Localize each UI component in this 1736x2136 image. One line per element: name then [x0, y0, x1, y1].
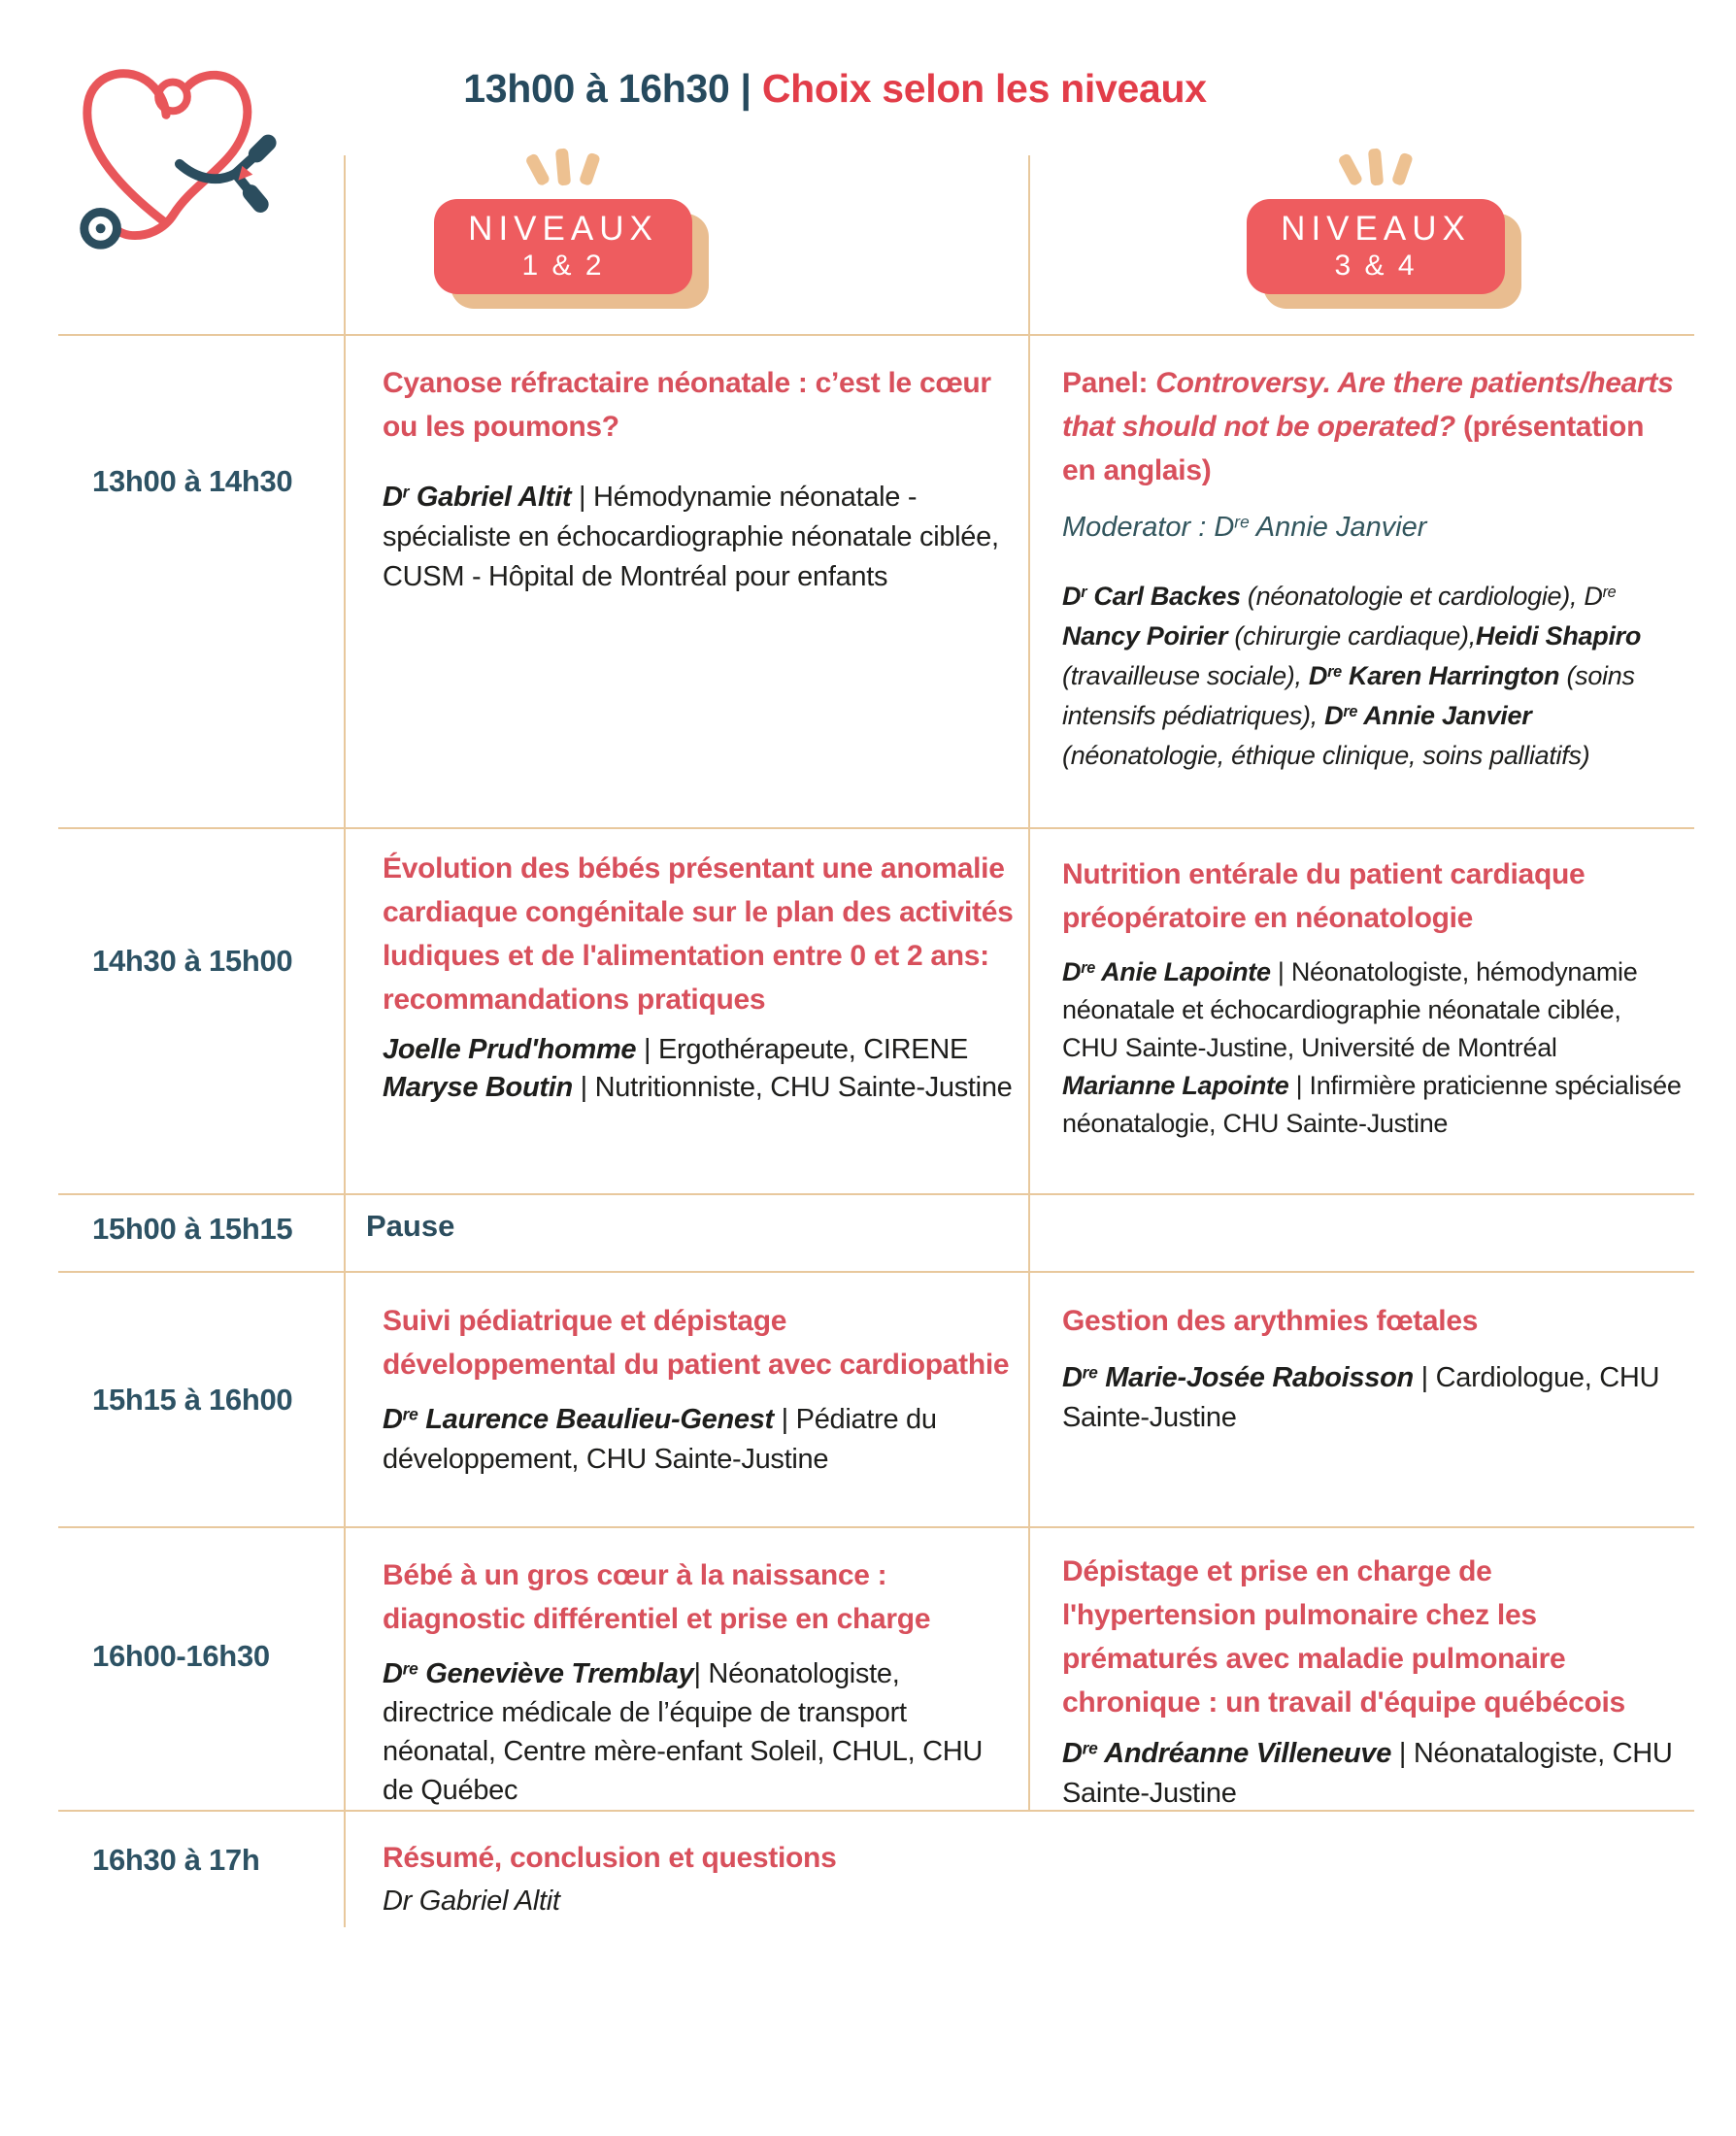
session-speakers: Dre Marie-Josée Raboisson | Cardiologue, CHU Sainte-Justine: [1062, 1362, 1660, 1433]
title-subtitle: Choix selon les niveaux: [761, 66, 1207, 111]
row-divider: [58, 334, 1694, 336]
session-cell-n34-1300: [1062, 361, 1684, 776]
session-speakers: Joelle Prud'homme | Ergothérapeute, CIRENE Maryse Boutin | Nutritionniste, CHU Sainte-Justine: [383, 1034, 1013, 1103]
page-title: [0, 66, 1670, 112]
badge-niveaux-1-2: [434, 199, 692, 294]
row-divider: [58, 1526, 1694, 1528]
session-speakers: Dre Andréanne Villeneuve | Néonatalogiste, CHU Sainte-Justine: [1062, 1738, 1673, 1809]
row-divider: [58, 1193, 1694, 1195]
session-title: Gestion des arythmies fœtales: [1062, 1305, 1479, 1337]
session-speakers: $D^r$ Carl Backes (néonatologie et cardiologie), Dre Nancy Poirier (chirurgie cardiaque),Heidi Shapiro (travailleuse sociale), Dre Karen Harrington (soins intensifs pédiatriques), Dre Annie Janvier (néonatologie, éthique clinique, soins palliatifs): [1062, 582, 1642, 770]
row-divider: [58, 1271, 1694, 1273]
session-title: Résumé, conclusion et questions: [383, 1842, 837, 1874]
session-speakers: $D^r$ Gabriel Altit | Hémodynamie néonatale - spécialiste en échocardiographie néonatale ciblée, CUSM - Hôpital de Montréal pour enfants: [383, 482, 999, 592]
session-title: Suivi pédiatrique et dépistage développemental du patient avec cardiopathie: [383, 1305, 1010, 1381]
session-title: Dépistage et prise en charge de l'hypertension pulmonaire chez les prématurés avec maladie pulmonaire chronique : un travail d'équipe québécois: [1062, 1555, 1625, 1719]
session-cell-n34-1430: [1062, 852, 1684, 1143]
session-speakers: Dre Geneviève Tremblay| Néonatologiste, directrice médicale de l’équipe de transport néonatal, Centre mère-enfant Soleil, CHUL, CHU de Québec: [383, 1658, 984, 1806]
row-divider: [58, 827, 1694, 829]
session-title: Cyanose réfractaire néonatale : c’est le cœur ou les poumons?: [383, 367, 991, 443]
session-title: Panel: Controversy. Are there patients/hearts that should not be operated? (présentation en anglais): [1062, 367, 1674, 486]
time-slot: 16h30 à 17h: [92, 1843, 260, 1877]
title-separator: |: [740, 66, 751, 111]
pause-label: Pause: [366, 1209, 455, 1243]
sparkle-ticks-icon: [529, 149, 598, 185]
session-title: Bébé à un gros cœur à la naissance : diagnostic différentiel et prise en charge: [383, 1559, 931, 1635]
session-speakers: Dr Gabriel Altit: [383, 1886, 560, 1917]
badge-label: NIVEAUX: [468, 210, 658, 248]
session-cell-n34-1515: [1062, 1299, 1684, 1438]
session-speakers: Dre Anie Lapointe | Néonatologiste, hémodynamie néonatale et échocardiographie néonatale ciblée, CHU Sainte-Justine, Université de Montréal Marianne Lapointe | Infirmière praticienne spécialisée néonatalogie, CHU Sainte-Justine: [1062, 957, 1682, 1138]
time-slot: 16h00-16h30: [92, 1639, 270, 1673]
badge-sublabel: 3 & 4: [1334, 250, 1418, 282]
session-cell-n12-1430: [383, 847, 1016, 1107]
session-cell-conclusion: [383, 1837, 1062, 1922]
sparkle-ticks-icon: [1342, 149, 1411, 185]
time-slot: 14h30 à 15h00: [92, 944, 293, 978]
session-cell-n12-1300: [383, 361, 1016, 597]
badge-sublabel: 1 & 2: [521, 250, 605, 282]
session-cell-n34-1600: [1062, 1550, 1684, 1814]
column-divider-levels: [1028, 155, 1030, 1811]
session-moderator: Moderator : Dre Annie Janvier: [1062, 512, 1427, 543]
badge-niveaux-3-4: [1247, 199, 1505, 294]
session-speakers: Dre Laurence Beaulieu-Genest | Pédiatre du développement, CHU Sainte-Justine: [383, 1404, 937, 1475]
session-title: Nutrition entérale du patient cardiaque préopératoire en néonatologie: [1062, 858, 1586, 934]
time-slot: 15h00 à 15h15: [92, 1212, 293, 1246]
session-title: Évolution des bébés présentant une anomalie cardiaque congénitale sur le plan des activités ludiques et de l'alimentation entre 0 et 2 ans: recommandations pratiques: [383, 852, 1014, 1016]
time-slot: 15h15 à 16h00: [92, 1383, 293, 1417]
session-cell-n12-1600: [383, 1553, 1016, 1810]
badge-label: NIVEAUX: [1281, 210, 1471, 248]
session-cell-n12-1515: [383, 1299, 1016, 1480]
time-slot: 13h00 à 14h30: [92, 464, 293, 498]
title-time-range: 13h00 à 16h30: [463, 66, 730, 111]
